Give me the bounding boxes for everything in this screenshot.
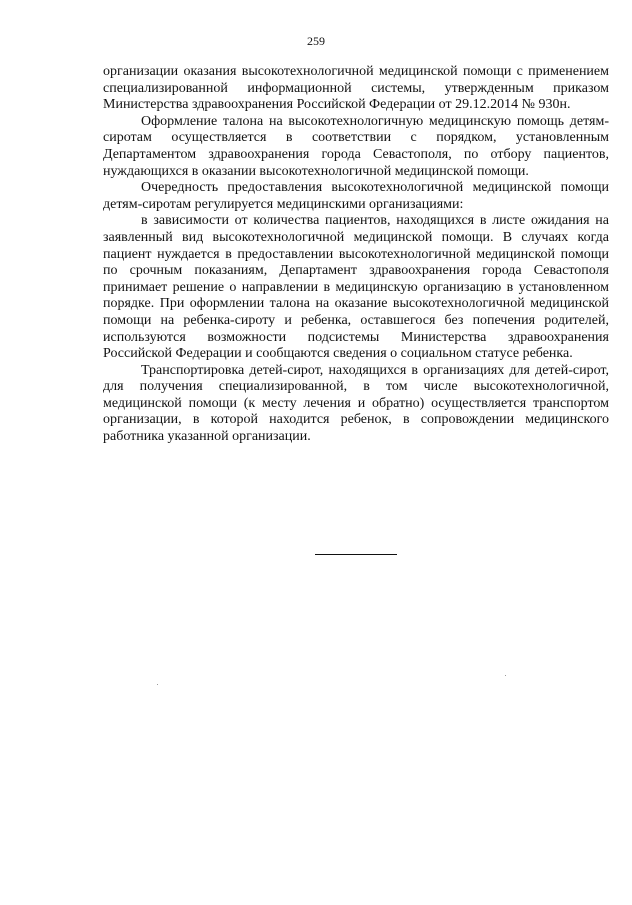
document-body [103, 64, 609, 446]
end-separator-line [315, 554, 397, 555]
paragraph-waiting-list: в зависимости от количества пациентов, находящихся в листе ожидания на заявленный вид высокотехнологичной медицинской помощи. В случаях когда пациент нуждается в предоставлении высокотехнологичной медицинской помощи по срочным показаниям, Департамент здравоохранения города Севастополя принимает решение о направлении в медицинскую организацию в установленном порядке. При оформлении талона на оказание высокотехнологичной медицинской помощи на ребенка-сироту и ребенка, оставшегося без попечения родителей, используются возможности подсистемы Министерства здравоохранения Российской Федерации и сообщаются сведения о социальном статусе ребенка. [103, 213, 609, 362]
paragraph-talon-registration: Оформление талона на высокотехнологичную медицинскую помощь детям-сиротам осуществляется в соответствии с порядком, установленным Департаментом здравоохранения города Севастополя, по отбору пациентов, нуждающихся в оказании высокотехнологичной медицинской помощи. [103, 113, 609, 179]
page-number: 259 [307, 34, 325, 48]
scan-speck [157, 684, 158, 685]
scan-speck [505, 675, 506, 676]
paragraph-queue-order: Очередность предоставления высокотехнологичной медицинской помощи детям-сиротам регулируется медицинскими организациями: [103, 180, 609, 212]
paragraph-transportation: Транспортировка детей-сирот, находящихся в организациях для детей-сирот, для получения специализированной, в том числе высокотехнологичной, медицинской помощи (к месту лечения и обратно) осуществляется транспортом организации, в которой находится ребенок, в сопровождении медицинского работника указанной организации. [103, 362, 609, 445]
paragraph-continuation: организации оказания высокотехнологичной медицинской помощи с применением специализированной информационной системы, утвержденным приказом Министерства здравоохранения Российской Федерации от 29.12.2014 № 930н. [103, 64, 609, 113]
